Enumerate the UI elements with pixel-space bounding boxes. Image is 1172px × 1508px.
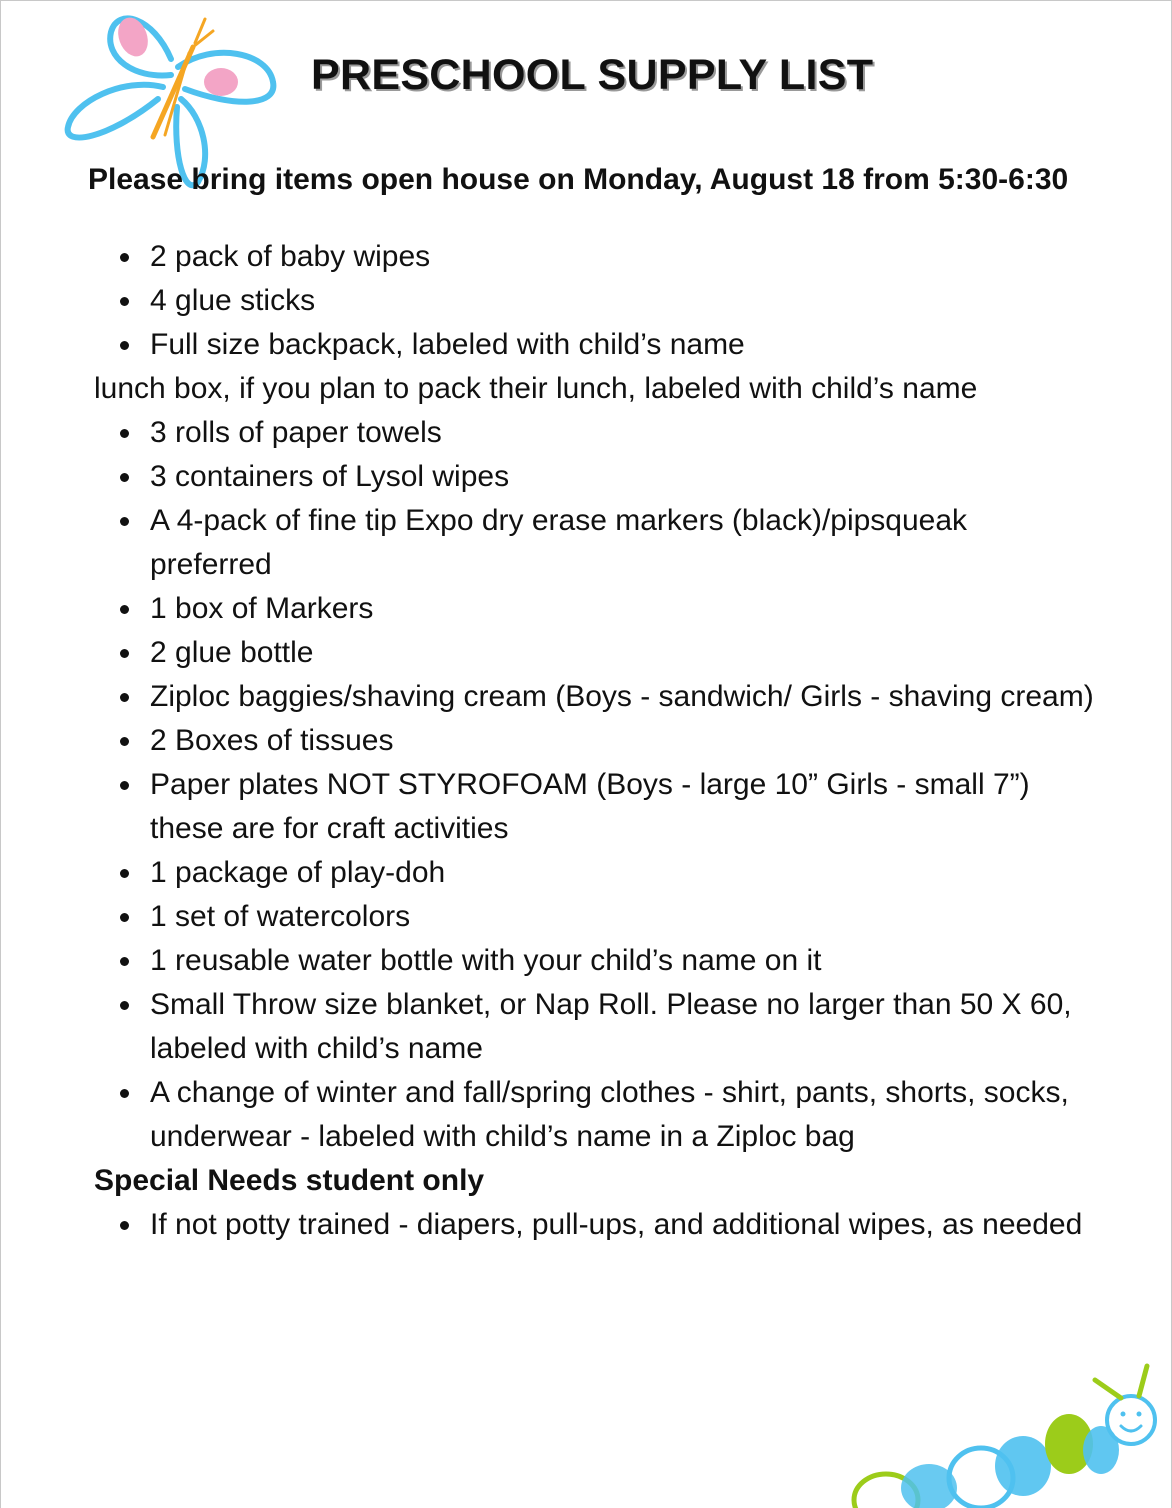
list-item: A change of winter and fall/spring clothes - shirt, pants, shorts, socks, underwear - labeled with child’s name in a Ziploc bag: [94, 1071, 1094, 1159]
list-item: 4 glue sticks: [94, 279, 1094, 323]
page-title: PRESCHOOL SUPPLY LIST: [311, 51, 874, 99]
list-item: 1 set of watercolors: [94, 895, 1094, 939]
list-item: A 4-pack of fine tip Expo dry erase markers (black)/pipsqueak preferred: [94, 499, 1094, 587]
list-item: 1 reusable water bottle with your child’s name on it: [94, 939, 1094, 983]
list-item: 3 containers of Lysol wipes: [94, 455, 1094, 499]
list-item: Full size backpack, labeled with child’s name: [94, 323, 1094, 367]
list-item: 2 pack of baby wipes: [94, 235, 1094, 279]
lunch-box-line: lunch box, if you plan to pack their lunch, labeled with child’s name: [94, 372, 978, 405]
supply-list-body: [94, 235, 1094, 1247]
event-instructions: Please bring items open house on Monday, August 18 from 5:30-6:30: [88, 163, 1069, 196]
list-item: Ziploc baggies/shaving cream (Boys - sandwich/ Girls - shaving cream): [94, 675, 1094, 719]
special-needs-heading: Special Needs student only: [94, 1164, 485, 1197]
list-item: If not potty trained - diapers, pull-ups, and additional wipes, as needed: [94, 1203, 1094, 1247]
supply-list-special: [94, 1203, 1094, 1247]
list-item: Small Throw size blanket, or Nap Roll. Please no larger than 50 X 60, labeled with child’s name: [94, 983, 1094, 1071]
list-item: Paper plates NOT STYROFOAM (Boys - large 10” Girls - small 7”) these are for craft activities: [94, 763, 1094, 851]
caterpillar-icon: [851, 1358, 1171, 1508]
supply-list-a: [94, 235, 1094, 367]
supply-list-b: [94, 411, 1094, 1159]
list-item: 1 box of Markers: [94, 587, 1094, 631]
list-item: 1 package of play-doh: [94, 851, 1094, 895]
list-item: 2 Boxes of tissues: [94, 719, 1094, 763]
list-item: 3 rolls of paper towels: [94, 411, 1094, 455]
list-item: 2 glue bottle: [94, 631, 1094, 675]
